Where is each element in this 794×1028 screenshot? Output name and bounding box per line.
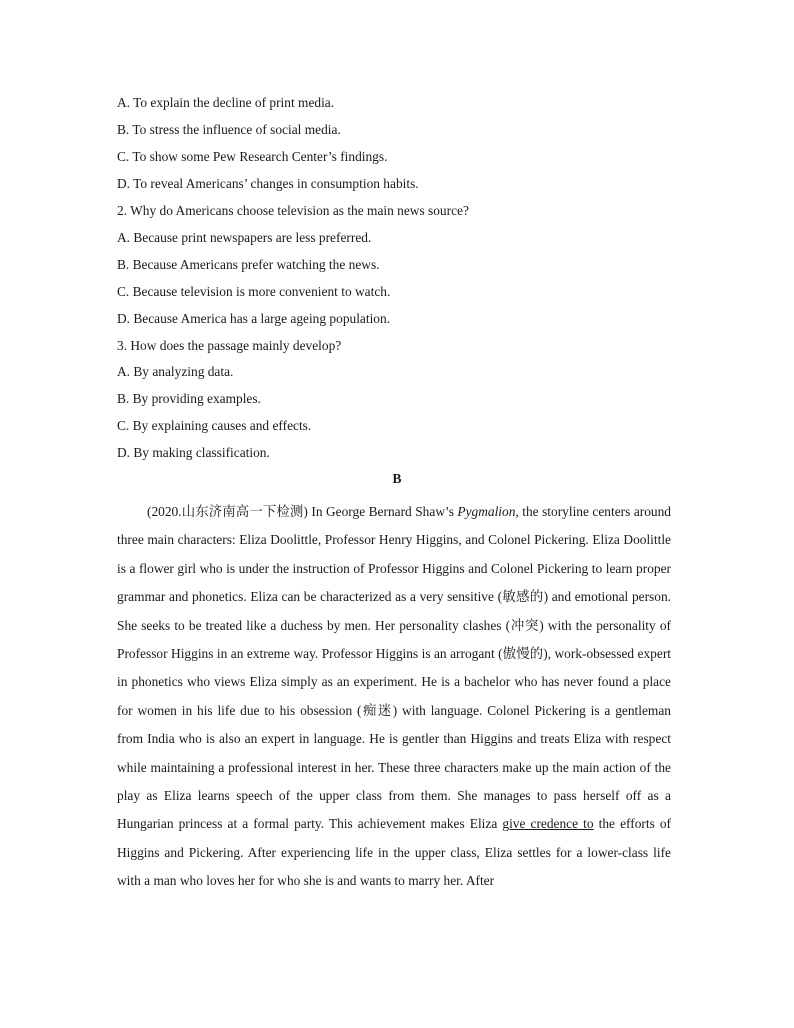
question-option: C. By explaining causes and effects. [117,418,312,433]
passage-text-1: , the storyline centers around three main characters: Eliza Doolittle, Professor Henry Higgins, and Colonel Pickering. Eliza Doolittle is a flower girl who is under the instruction of Professor Higgins and Colonel Pickering to learn proper grammar and phonetics. Eliza can be characterized as a very sensitive (敏感的) and emotional person. She seeks to be treated like a duchess by men. Her personality clashes (冲突) with the personality of Professor Higgins in an extreme way. Professor Higgins is an arrogant (傲慢的), work-obsessed expert in phonetics who views Eliza simply as an experiment. He is a bachelor who has never found a place for women in his life due to his obsession (痴迷) with language. Colonel Pickering is a gentleman from India who is also an expert in language. He is gentler than Higgins and treats Eliza with respect while maintaining a professional interest in her. These three characters make up the main action of the play as Eliza learns speech of the upper class from them. She manages to pass herself off as a Hungarian princess at a formal party. This achievement makes Eliza [117,504,672,832]
question-option: C. To show some Pew Research Center’s findings. [117,149,388,164]
question-option: B. To stress the influence of social media. [117,122,341,137]
question-option: D. Because America has a large ageing population. [117,311,391,326]
underlined-phrase: give credence to [502,816,594,832]
question-option: D. To reveal Americans’ changes in consumption habits. [117,176,419,191]
question-stem: 2. Why do Americans choose television as the main news source? [117,203,469,218]
passage-text-2: the efforts of Higgins and Pickering. After experiencing life in the upper class, Eliza settles for a lower-class life with a man who loves her for who she is and wants to marry her. After [117,816,672,889]
question-option: B. Because Americans prefer watching the news. [117,257,380,272]
section-heading: B [392,471,402,486]
question-stem: 3. How does the passage mainly develop? [117,338,342,353]
question-option: A. To explain the decline of print media. [117,95,335,110]
passage-intro: In George Bernard Shaw’s [307,504,458,519]
question-option: C. Because television is more convenient to watch. [117,284,391,299]
passage-paragraph [117,498,671,896]
question-option: B. By providing examples. [117,391,261,406]
question-option: A. Because print newspapers are less preferred. [117,230,372,245]
passage-title: Pygmalion [457,504,516,519]
passage-source: (2020.山东济南高一下检测) [147,504,308,519]
question-option: D. By making classification. [117,445,270,460]
question-option: A. By analyzing data. [117,364,234,379]
